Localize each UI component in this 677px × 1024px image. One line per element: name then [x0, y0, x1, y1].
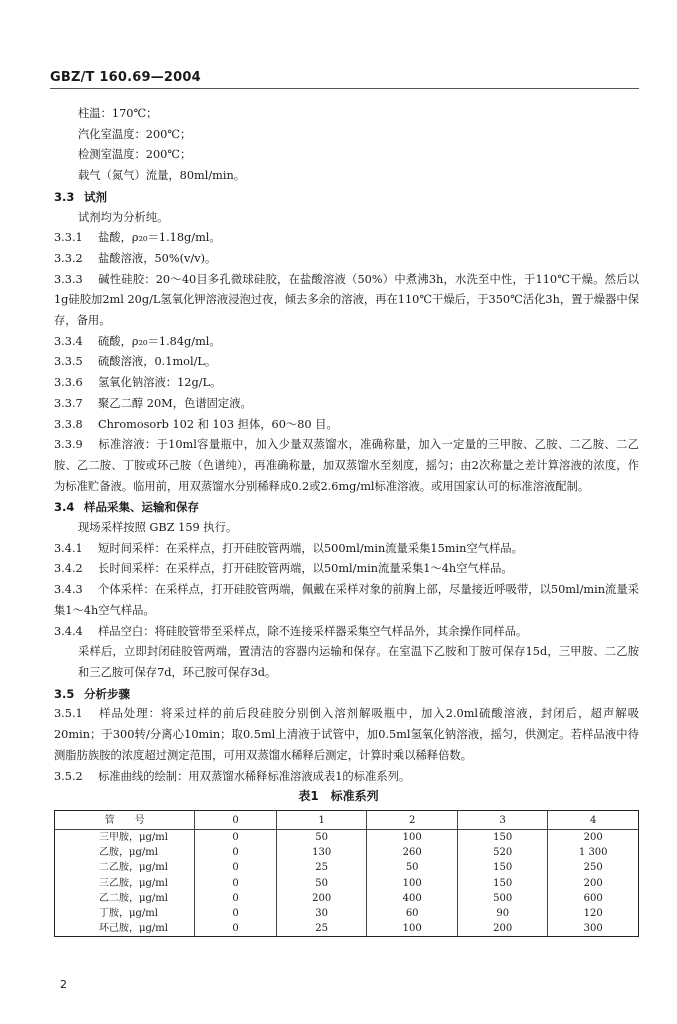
- table-cell: 0: [195, 860, 277, 875]
- table-header-cell: 2: [367, 811, 458, 830]
- condition-line: 载气（氮气）流量，80ml/min。: [78, 169, 246, 183]
- reagent-item: 3.3.1 盐酸，ρ₂₀＝1.18g/ml。: [54, 231, 221, 245]
- table-cell: 丁胺，μg/ml: [55, 906, 195, 921]
- table-cell: 150: [457, 876, 548, 891]
- table-cell: 0: [195, 921, 277, 937]
- table-row: [55, 860, 639, 875]
- sampling-item: 3.4.4 样品空白：将硅胶管带至采样点，除不连接采样器采集空气样品外，其余操作同样品。: [54, 624, 528, 638]
- table-row: [55, 830, 639, 846]
- table-cell: 环己胺，μg/ml: [55, 921, 195, 937]
- reagent-item: 3.3.6 氢氧化钠溶液：12g/L。: [54, 376, 222, 390]
- table-caption: 表1 标准系列: [298, 789, 379, 803]
- table-cell: 乙胺，μg/ml: [55, 845, 195, 860]
- table-cell: 200: [548, 830, 639, 846]
- table-cell: 1 300: [548, 845, 639, 860]
- table-cell: 90: [457, 906, 548, 921]
- table-row: [55, 891, 639, 906]
- storage-paragraph: 采样后，立即封闭硅胶管两端，置清洁的容器内运输和保存。在室温下乙胺和丁胺可保存15d，三甲胺、二乙胺和三乙胺可保存7d，环己胺可保存3d。: [78, 645, 639, 679]
- condition-line: 汽化室温度：200℃；: [78, 127, 192, 141]
- section-intro: 试剂均为分析纯。: [78, 210, 169, 224]
- table-cell: 600: [548, 891, 639, 906]
- table-cell: 25: [276, 921, 367, 937]
- table-cell: 乙二胺，μg/ml: [55, 891, 195, 906]
- table-cell: 0: [195, 891, 277, 906]
- table-cell: 400: [367, 891, 458, 906]
- reagent-item: 3.3.2 盐酸溶液，50%(v/v)。: [54, 251, 217, 265]
- table-cell: 150: [457, 860, 548, 875]
- condition-line: 检测室温度：200℃；: [78, 148, 192, 162]
- table-cell: 250: [548, 860, 639, 875]
- table-cell: 200: [457, 921, 548, 937]
- table-cell: 130: [276, 845, 367, 860]
- table-cell: 120: [548, 906, 639, 921]
- reagent-item: 3.3.7 聚乙二醇 20M，色谱固定液。: [54, 396, 252, 410]
- table-header-cell: 0: [195, 811, 277, 830]
- standard-code-header: GBZ/T 160.69—2004: [50, 70, 201, 85]
- table-row: [55, 876, 639, 891]
- table-cell: 300: [548, 921, 639, 937]
- condition-line: 柱温：170℃；: [78, 107, 158, 120]
- table-cell: 60: [367, 906, 458, 921]
- table-cell: 0: [195, 830, 277, 846]
- standard-series-table: [54, 810, 639, 937]
- section-heading-3-4: 3.4 样品采集、运输和保存: [54, 500, 199, 515]
- section-intro: 现场采样按照 GBZ 159 执行。: [78, 521, 238, 535]
- table-cell: 100: [367, 921, 458, 937]
- sampling-item: 3.4.1 短时间采样：在采样点，打开硅胶管两端，以500ml/min流量采集15min空气样品。: [54, 541, 523, 555]
- table-header-cell: 管 号: [55, 811, 195, 830]
- table-cell: 200: [548, 876, 639, 891]
- table-cell: 50: [276, 830, 367, 846]
- sampling-item: 3.4.3 个体采样：在采样点，打开硅胶管两端，佩戴在采样对象的前胸上部，尽量接近呼吸带，以50ml/min流量采集1～4h空气样品。: [54, 583, 639, 617]
- procedure-item: 3.5.1 样品处理：将采过样的前后段硅胶分别倒入溶剂解吸瓶中，加入2.0ml硫酸溶液，封闭后，超声解吸20min；于300转/分离心10min；取0.5ml上清液于试管中，加0.5ml氢氧化钠溶液，摇匀，供测定。若样品液中待测脂肪族胺的浓度超过测定范围，可用双蒸馏水稀释后测定，计算时乘以稀释倍数。: [54, 707, 639, 762]
- table-cell: 500: [457, 891, 548, 906]
- table-header-cell: 1: [276, 811, 367, 830]
- header-rule: [50, 88, 639, 89]
- table-cell: 0: [195, 906, 277, 921]
- table-row: [55, 845, 639, 860]
- reagent-item: 3.3.4 硫酸，ρ₂₀＝1.84g/ml。: [54, 334, 221, 348]
- reagent-item: 3.3.3 碱性硅胶：20～40目多孔微球硅胶，在盐酸溶液（50%）中煮沸3h，水洗至中性，于110℃干燥。然后以1g硅胶加2ml 20g/L氢氧化钾溶液浸泡过夜，倾去多余的溶液，再在110℃干燥后，于350℃活化3h，置于燥器中保存，备用。: [54, 272, 639, 328]
- reagent-item: 3.3.5 硫酸溶液，0.1mol/L。: [54, 355, 217, 369]
- table-row: [55, 906, 639, 921]
- table-cell: 0: [195, 876, 277, 891]
- table-cell: 30: [276, 906, 367, 921]
- table-header-cell: 3: [457, 811, 548, 830]
- section-heading-3-3: 3.3 试剂: [54, 189, 107, 204]
- table-cell: 50: [276, 876, 367, 891]
- table-cell: 0: [195, 845, 277, 860]
- table-cell: 25: [276, 860, 367, 875]
- reagent-item: 3.3.9 标准溶液：于10ml容量瓶中，加入少量双蒸馏水，准确称量，加入一定量的三甲胺、乙胺、二乙胺、二乙胺、乙二胺、丁胺或环己胺（色谱纯），再准确称量，加双蒸馏水至刻度，摇匀；由2次称量之差计算溶液的浓度，作为标准贮备液。临用前，用双蒸馏水分别稀释成0.2或2.6mg/ml标准溶液。或用国家认可的标准溶液配制。: [54, 438, 639, 493]
- reagent-item: 3.3.8 Chromosorb 102 和 103 担体，60～80 目。: [54, 417, 338, 431]
- table-cell: 三甲胺，μg/ml: [55, 830, 195, 846]
- sampling-item: 3.4.2 长时间采样：在采样点，打开硅胶管两端，以50ml/min流量采集1～4h空气样品。: [54, 562, 513, 576]
- table-cell: 260: [367, 845, 458, 860]
- table-header-cell: 4: [548, 811, 639, 830]
- table-cell: 三乙胺，μg/ml: [55, 876, 195, 891]
- table-cell: 150: [457, 830, 548, 846]
- section-heading-3-5: 3.5 分析步骤: [54, 686, 130, 701]
- table-cell: 100: [367, 830, 458, 846]
- table-cell: 200: [276, 891, 367, 906]
- document-body: [54, 104, 639, 787]
- table-header-row: [55, 811, 639, 830]
- table-cell: 520: [457, 845, 548, 860]
- table-cell: 50: [367, 860, 458, 875]
- page-number: 2: [60, 978, 67, 991]
- procedure-item: 3.5.2 标准曲线的绘制：用双蒸馏水稀释标准溶液成表1的标准系列。: [54, 769, 411, 783]
- table-cell: 100: [367, 876, 458, 891]
- table-row: [55, 921, 639, 937]
- table-cell: 二乙胺，μg/ml: [55, 860, 195, 875]
